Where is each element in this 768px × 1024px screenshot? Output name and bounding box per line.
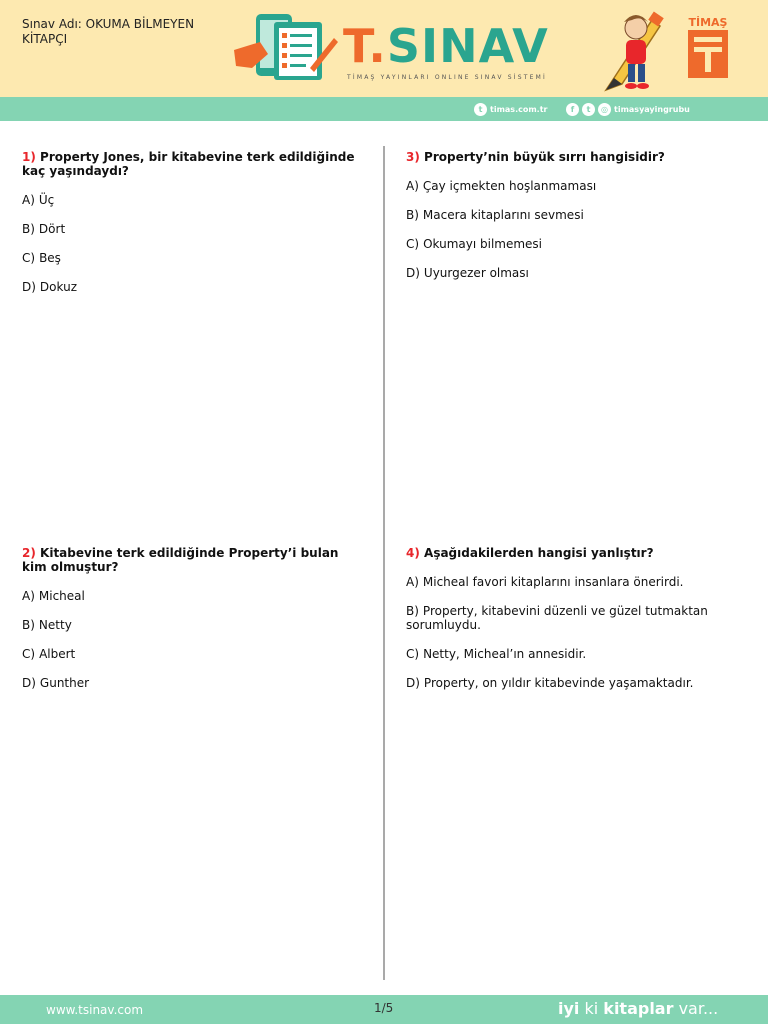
option-text: Micheal (38, 589, 85, 603)
option-text: Netty, Micheal’ın annesidir. (423, 647, 587, 661)
footer (0, 995, 768, 1024)
option-label: B) (406, 604, 419, 618)
question-1-text (22, 150, 367, 178)
question-1-number: 1) (22, 150, 36, 164)
question-3-text (406, 150, 751, 164)
option-label: D) (406, 676, 420, 690)
option-text: Dokuz (39, 280, 77, 294)
social-links[interactable] (566, 102, 690, 116)
question-2-option-d[interactable] (22, 676, 367, 690)
slogan-part-4: var... (673, 999, 719, 1018)
question-3-body: Property’nin büyük sırrı hangisidir? (424, 150, 665, 164)
question-2-text (22, 546, 367, 574)
option-text: Çay içmekten hoşlanmaması (422, 179, 597, 193)
question-3-option-d[interactable] (406, 266, 751, 280)
website-text: timas.com.tr (490, 104, 548, 114)
question-2-option-a[interactable] (22, 589, 367, 603)
publisher-mark-icon (688, 30, 728, 78)
option-text: Dört (38, 222, 66, 236)
slogan-part-2: ki (579, 999, 604, 1018)
option-text: Gunther (39, 676, 90, 690)
brand-title-t: T. (343, 19, 387, 73)
question-1-option-b[interactable] (22, 222, 367, 236)
question-4-option-b[interactable] (406, 604, 751, 632)
question-2-option-c[interactable] (22, 647, 367, 661)
question-1-option-c[interactable] (22, 251, 367, 265)
question-3-option-c[interactable] (406, 237, 751, 251)
option-label: D) (406, 266, 420, 280)
question-4-option-a[interactable] (406, 575, 751, 589)
question-2-option-b[interactable] (22, 618, 367, 632)
option-text: Okumayı bilmemesi (423, 237, 543, 251)
exam-name-line1: Sınav Adı: OKUMA BİLMEYEN (22, 17, 195, 31)
website-link[interactable] (474, 102, 547, 116)
question-2-body: Kitabevine terk edildiğinde Property’i bulan kim olmuştur? (22, 546, 339, 574)
option-label: C) (406, 237, 420, 251)
question-3-option-a[interactable] (406, 179, 751, 193)
publisher-logo (686, 16, 730, 80)
question-1-option-d[interactable] (22, 280, 367, 294)
question-4 (406, 546, 751, 690)
pencil-mascot-icon (596, 6, 666, 94)
exam-illustration-icon (232, 10, 340, 86)
question-1-body: Property Jones, bir kitabevine terk edildiğinde kaç yaşındaydı? (22, 150, 355, 178)
option-text: Macera kitaplarını sevmesi (422, 208, 584, 222)
option-label: B) (22, 618, 35, 632)
option-text: Netty (38, 618, 72, 632)
question-4-body: Aşağıdakilerden hangisi yanlıştır? (424, 546, 654, 560)
question-3-number: 3) (406, 150, 420, 164)
brand-subtitle: TİMAŞ YAYINLARI ONLINE SINAV SİSTEMİ (347, 74, 547, 81)
option-label: A) (406, 179, 419, 193)
option-text: Uyurgezer olması (423, 266, 529, 280)
brand-title (343, 20, 549, 72)
option-text: Albert (39, 647, 76, 661)
option-text: Property, kitabevini düzenli ve güzel tutmaktan sorumluydu. (406, 604, 708, 632)
twitter-icon[interactable]: t (582, 103, 595, 116)
question-3 (406, 150, 751, 280)
question-4-option-d[interactable] (406, 676, 751, 690)
option-label: C) (406, 647, 420, 661)
slogan-part-1: iyi (558, 999, 580, 1018)
brand-logo (343, 20, 583, 90)
option-label: C) (22, 251, 36, 265)
option-text: Beş (39, 251, 61, 265)
header-bar (0, 97, 768, 121)
option-label: A) (22, 193, 35, 207)
option-label: A) (22, 589, 35, 603)
exam-name (22, 17, 222, 47)
question-4-text (406, 546, 751, 560)
page-number: 1/5 (374, 1001, 394, 1015)
option-label: C) (22, 647, 36, 661)
question-4-option-c[interactable] (406, 647, 751, 661)
column-divider (383, 146, 385, 980)
brand-title-rest: SINAV (386, 19, 549, 73)
question-1-option-a[interactable] (22, 193, 367, 207)
option-label: D) (22, 280, 36, 294)
slogan-part-3: kitaplar (603, 999, 674, 1018)
instagram-icon[interactable]: ◎ (598, 103, 611, 116)
question-4-number: 4) (406, 546, 420, 560)
option-label: B) (22, 222, 35, 236)
footer-url[interactable]: www.tsinav.com (46, 1003, 144, 1017)
option-text: Micheal favori kitaplarını insanlara önerirdi. (422, 575, 684, 589)
facebook-icon[interactable]: f (566, 103, 579, 116)
question-1 (22, 150, 367, 294)
website-icon: t (474, 103, 487, 116)
question-3-option-b[interactable] (406, 208, 751, 222)
option-text: Üç (38, 193, 55, 207)
option-label: B) (406, 208, 419, 222)
footer-slogan (558, 999, 718, 1018)
exam-name-line2: KİTAPÇI (22, 32, 68, 46)
question-2 (22, 546, 367, 690)
option-label: A) (406, 575, 419, 589)
publisher-name: TİMAŞ (688, 16, 728, 29)
social-handle: timasyayingrubu (614, 104, 690, 114)
option-text: Property, on yıldır kitabevinde yaşamaktadır. (423, 676, 694, 690)
header (0, 0, 768, 97)
question-2-number: 2) (22, 546, 36, 560)
option-label: D) (22, 676, 36, 690)
